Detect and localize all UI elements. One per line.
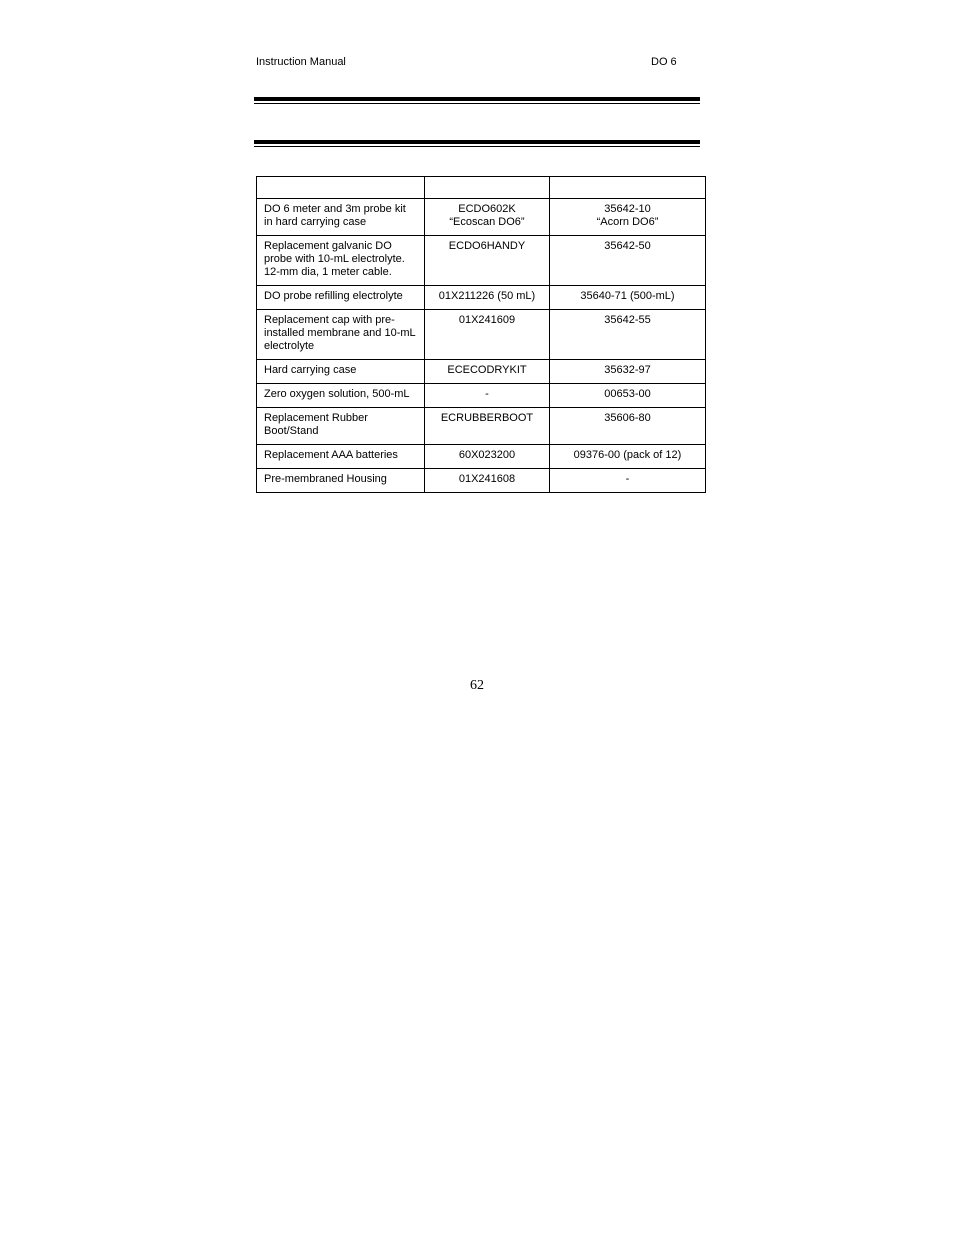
header-manual-title: Instruction Manual: [256, 56, 346, 68]
table-row: [257, 384, 706, 408]
table-row: [257, 360, 706, 384]
cell-text-line: ECRUBBERBOOT: [440, 412, 534, 424]
cell-description: [257, 199, 425, 236]
table-row: [257, 286, 706, 310]
cell-text-line: Replacement galvanic DO: [264, 240, 392, 252]
cell-catalog-number: [550, 445, 706, 469]
cell-text-line: Replacement cap with pre-: [264, 314, 395, 326]
cell-text-line: 01X241609: [458, 314, 516, 326]
cell-text-line: Hard carrying case: [264, 364, 357, 376]
table-row: [257, 310, 706, 360]
cell-text-line: “Acorn DO6”: [596, 216, 659, 228]
cell-text-line: 09376-00 (pack of 12): [573, 449, 682, 461]
cell-description: [257, 360, 425, 384]
header-cell-catalog-number: [550, 177, 706, 199]
cell-ordering-code: [425, 360, 550, 384]
cell-description: [257, 236, 425, 286]
header-model-name: DO 6: [651, 56, 677, 68]
cell-text-line: 35642-10: [604, 203, 651, 215]
cell-catalog-number: [550, 199, 706, 236]
cell-text-line: Replacement AAA batteries: [264, 449, 398, 461]
cell-text-line: in hard carrying case: [264, 216, 367, 228]
cell-text-line: -: [625, 473, 630, 485]
cell-ordering-code: [425, 199, 550, 236]
cell-text-line: DO probe refilling electrolyte: [264, 290, 403, 302]
cell-text-line: Replacement Rubber: [264, 412, 368, 424]
cell-text-line: 60X023200: [458, 449, 516, 461]
header-cell-description: [257, 177, 425, 199]
cell-text-line: ECECODRYKIT: [447, 364, 527, 376]
cell-ordering-code: [425, 408, 550, 445]
cell-description: [257, 384, 425, 408]
cell-text-line: 35642-55: [604, 314, 651, 326]
cell-description: [257, 286, 425, 310]
parts-table: [256, 176, 706, 493]
cell-text-line: probe with 10-mL electrolyte.: [264, 253, 405, 265]
table-row: [257, 469, 706, 493]
table-row: [257, 408, 706, 445]
cell-catalog-number: [550, 408, 706, 445]
cell-ordering-code: [425, 469, 550, 493]
cell-ordering-code: [425, 310, 550, 360]
cell-text-line: 01X211226 (50 mL): [438, 290, 536, 302]
cell-text-line: 01X241608: [458, 473, 516, 485]
cell-catalog-number: [550, 236, 706, 286]
header-cell-ordering-code: [425, 177, 550, 199]
cell-text-line: 35642-50: [604, 240, 651, 252]
table-row: [257, 236, 706, 286]
cell-catalog-number: [550, 286, 706, 310]
cell-text-line: -: [485, 388, 489, 400]
cell-ordering-code: [425, 445, 550, 469]
top-double-rule: [254, 97, 700, 104]
table-row: [257, 199, 706, 236]
table-header-row: [257, 177, 706, 199]
cell-description: [257, 408, 425, 445]
cell-text-line: installed membrane and 10-mL: [264, 327, 416, 339]
cell-text-line: 35632-97: [604, 364, 651, 376]
cell-text-line: ECDO6HANDY: [448, 240, 526, 252]
cell-catalog-number: [550, 469, 706, 493]
cell-text-line: 35640-71 (500-mL): [580, 290, 675, 302]
cell-text-line: 12-mm dia, 1 meter cable.: [264, 266, 392, 278]
cell-description: [257, 469, 425, 493]
cell-catalog-number: [550, 360, 706, 384]
cell-catalog-number: [550, 384, 706, 408]
page-number: 62: [470, 678, 484, 693]
cell-ordering-code: [425, 384, 550, 408]
cell-ordering-code: [425, 236, 550, 286]
cell-text-line: Zero oxygen solution, 500-mL: [264, 388, 410, 400]
cell-description: [257, 310, 425, 360]
cell-text-line: electrolyte: [264, 340, 315, 352]
cell-description: [257, 445, 425, 469]
table-row: [257, 445, 706, 469]
cell-text-line: Boot/Stand: [264, 425, 319, 437]
cell-text-line: 00653-00: [604, 388, 651, 400]
section-double-rule: [254, 140, 700, 147]
cell-text-line: ECDO602K: [458, 203, 516, 215]
cell-ordering-code: [425, 286, 550, 310]
cell-text-line: Pre-membraned Housing: [264, 473, 387, 485]
cell-text-line: DO 6 meter and 3m probe kit: [264, 203, 406, 215]
cell-text-line: 35606-80: [604, 412, 651, 424]
cell-text-line: “Ecoscan DO6”: [449, 216, 525, 228]
cell-catalog-number: [550, 310, 706, 360]
